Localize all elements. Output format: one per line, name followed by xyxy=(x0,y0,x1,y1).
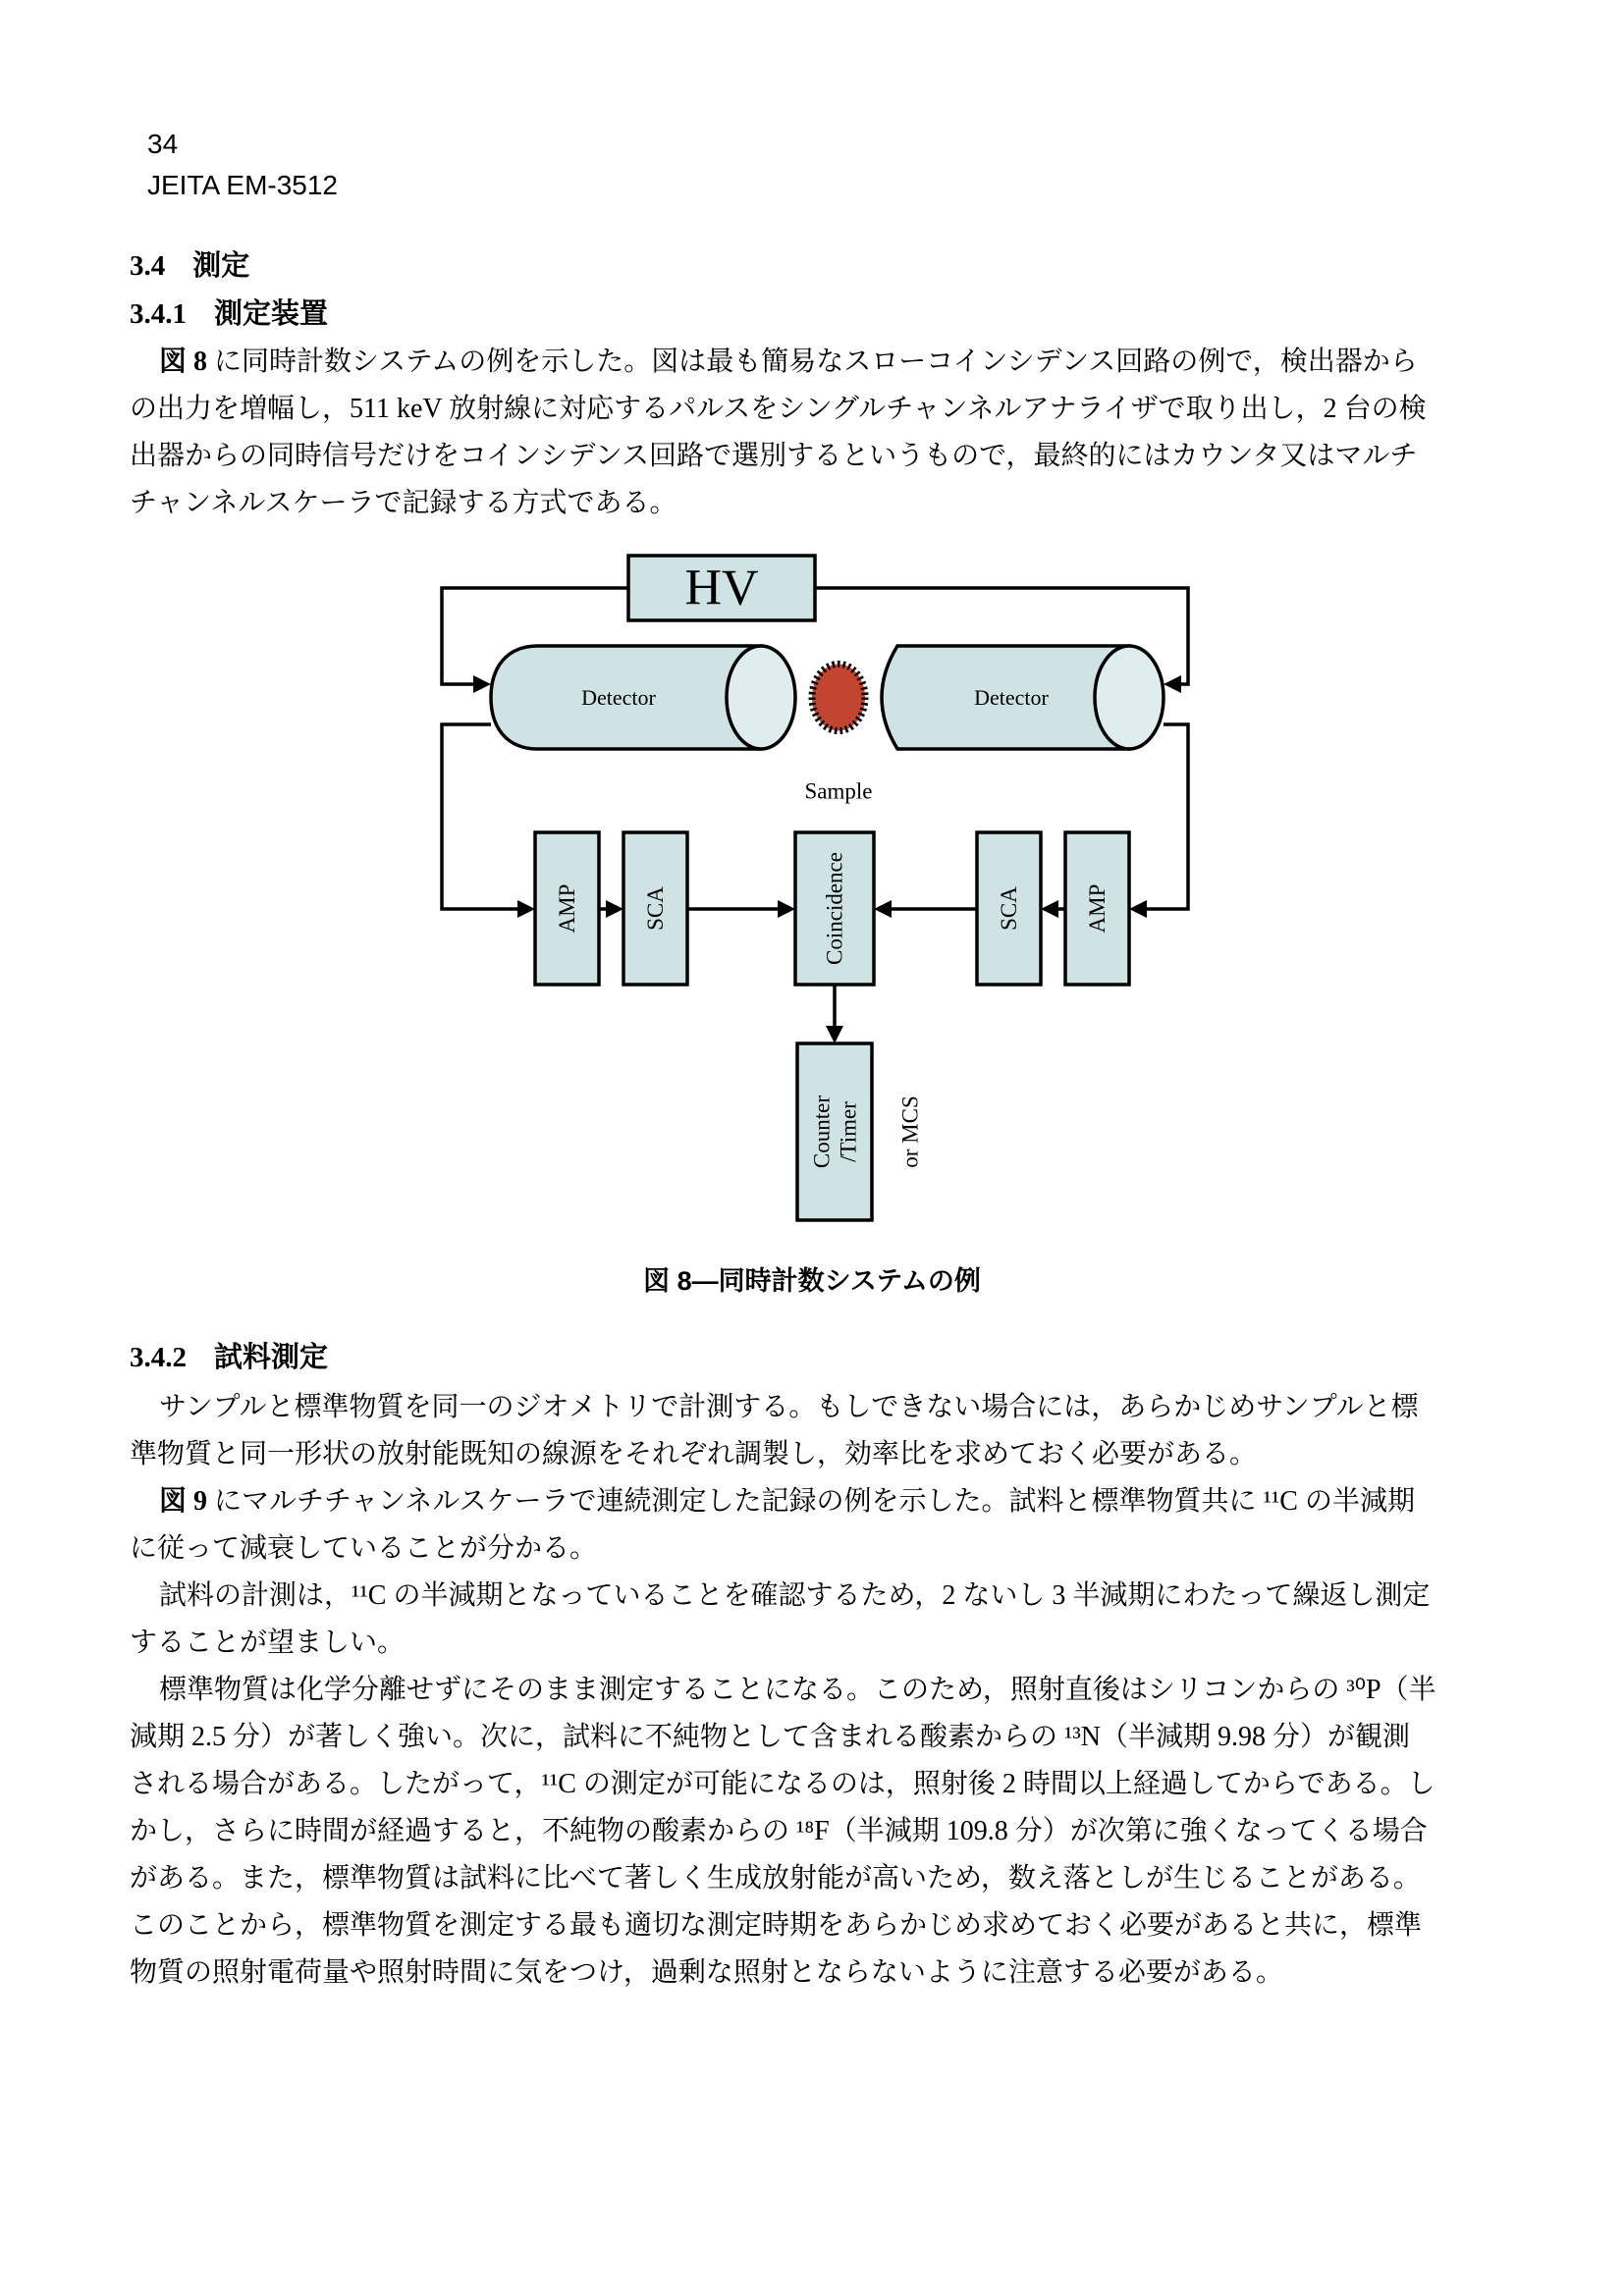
arrow-into-left-amp xyxy=(517,900,535,918)
body-341 xyxy=(130,339,1504,527)
body-line: 減期 2.5 分）が著しく強い。次に，試料に不純物として含まれる酸素からの ¹³N（半減期 9.98 分）が観測 xyxy=(130,1722,1411,1752)
body-line: サンプルと標準物質を同一のジオメトリで計測する。もしできない場合には，あらかじめサンプルと標 xyxy=(159,1392,1419,1422)
body-line: 物質の照射電荷量や照射時間に気をつけ，過剰な照射とならないように注意する必要がある。 xyxy=(130,1957,1283,1988)
arrow-into-right-amp xyxy=(1129,900,1147,918)
arrow-into-right-detector xyxy=(1164,675,1181,693)
arrow-into-right-sca xyxy=(1041,900,1058,918)
section-title: 測定装置 xyxy=(214,298,329,330)
detector-left-label: Detector xyxy=(581,685,656,710)
figure-ref: 図 9 xyxy=(159,1486,208,1517)
amp-left-label: AMP xyxy=(555,883,579,934)
body-342 xyxy=(130,1384,1504,1997)
page-number: 34 xyxy=(147,129,179,159)
section-title: 試料測定 xyxy=(214,1342,329,1373)
counter-label-line2: /Timer xyxy=(836,1101,861,1162)
detector-right-endcap xyxy=(1095,646,1164,749)
coincidence-label: Coincidence xyxy=(822,852,847,965)
or-mcs-label: or MCS xyxy=(897,1095,923,1168)
arrow-into-coincidence-right xyxy=(874,900,892,918)
body-line: 図 8 に同時計数システムの例を示した。図は最も簡易なスローコインシデンス回路の例で，検出器から xyxy=(159,347,1418,377)
figure-8-caption: 図 8—同時計数システムの例 xyxy=(643,1266,981,1296)
body-line: 標準物質は化学分離せずにそのまま測定することになる。このため，照射直後はシリコンからの ³⁰P（半 xyxy=(159,1675,1436,1705)
section-number: 3.4 xyxy=(130,250,166,282)
wire-right-detector-to-amp xyxy=(1145,724,1188,909)
detector-right-label: Detector xyxy=(974,685,1049,710)
wire-left-detector-to-amp xyxy=(442,724,519,909)
body-line: チャンネルスケーラで記録する方式である。 xyxy=(130,488,677,518)
section-title: 測定 xyxy=(192,250,250,282)
body-line: がある。また，標準物質は試料に比べて著しく生成放射能が高いため，数え落としが生じることがある。 xyxy=(130,1863,1421,1894)
hv-label: HV xyxy=(684,560,759,616)
body-line: 準物質と同一形状の放射能既知の線源をそれぞれ調製し，効率比を求めておく必要がある。 xyxy=(130,1439,1258,1469)
body-line: 出器からの同時信号だけをコインシデンス回路で選別するというもので，最終的にはカウンタ又はマルチ xyxy=(130,441,1418,471)
section-heading-3-4 xyxy=(130,243,249,284)
arrow-into-left-detector xyxy=(473,675,491,693)
body-line: に従って減衰していることが分かる。 xyxy=(130,1533,598,1564)
amp-right-label: AMP xyxy=(1085,883,1110,934)
body-line: の出力を増幅し，511 keV 放射線に対応するパルスをシングルチャンネルアナライザで取り出し，2 台の検 xyxy=(130,394,1427,424)
body-line: 図 9 にマルチチャンネルスケーラで連続測定した記録の例を示した。試料と標準物質共に ¹¹C の半減期 xyxy=(159,1486,1415,1517)
section-number: 3.4.2 xyxy=(130,1342,187,1373)
sca-left-label: SCA xyxy=(643,886,668,931)
body-line: 試料の計測は，¹¹C の半減期となっていることを確認するため，2 ないし 3 半減期にわたって繰返し測定 xyxy=(159,1580,1431,1611)
doc-code: JEITA EM-3512 xyxy=(147,170,339,200)
body-line: することが望ましい。 xyxy=(130,1628,406,1658)
section-number: 3.4.1 xyxy=(130,298,187,330)
section-heading-3-4-1 xyxy=(130,292,328,332)
arrow-into-counter xyxy=(826,1026,843,1043)
counter-timer-box xyxy=(797,1043,872,1220)
arrow-into-coincidence-left xyxy=(778,900,795,918)
sample-source xyxy=(812,665,865,731)
sample-label: Sample xyxy=(804,778,873,804)
figure-8-diagram xyxy=(422,548,1208,1235)
body-line: される場合がある。したがって，¹¹C の測定が可能になるのは，照射後 2 時間以上経過してからである。し xyxy=(130,1769,1435,1799)
section-heading-3-4-2 xyxy=(130,1335,328,1375)
counter-label-line1: Counter xyxy=(809,1095,835,1169)
figure-ref: 図 8 xyxy=(159,347,208,377)
arrow-into-left-sca xyxy=(606,900,623,918)
sca-right-label: SCA xyxy=(997,886,1021,931)
body-line: かし，さらに時間が経過すると，不純物の酸素からの ¹⁸F（半減期 109.8 分）が次第に強くなってくる場合 xyxy=(130,1816,1428,1846)
detector-left-endcap xyxy=(727,646,795,749)
body-line: このことから，標準物質を測定する最も適切な測定時期をあらかじめ求めておく必要があると共に，標準 xyxy=(130,1910,1423,1941)
